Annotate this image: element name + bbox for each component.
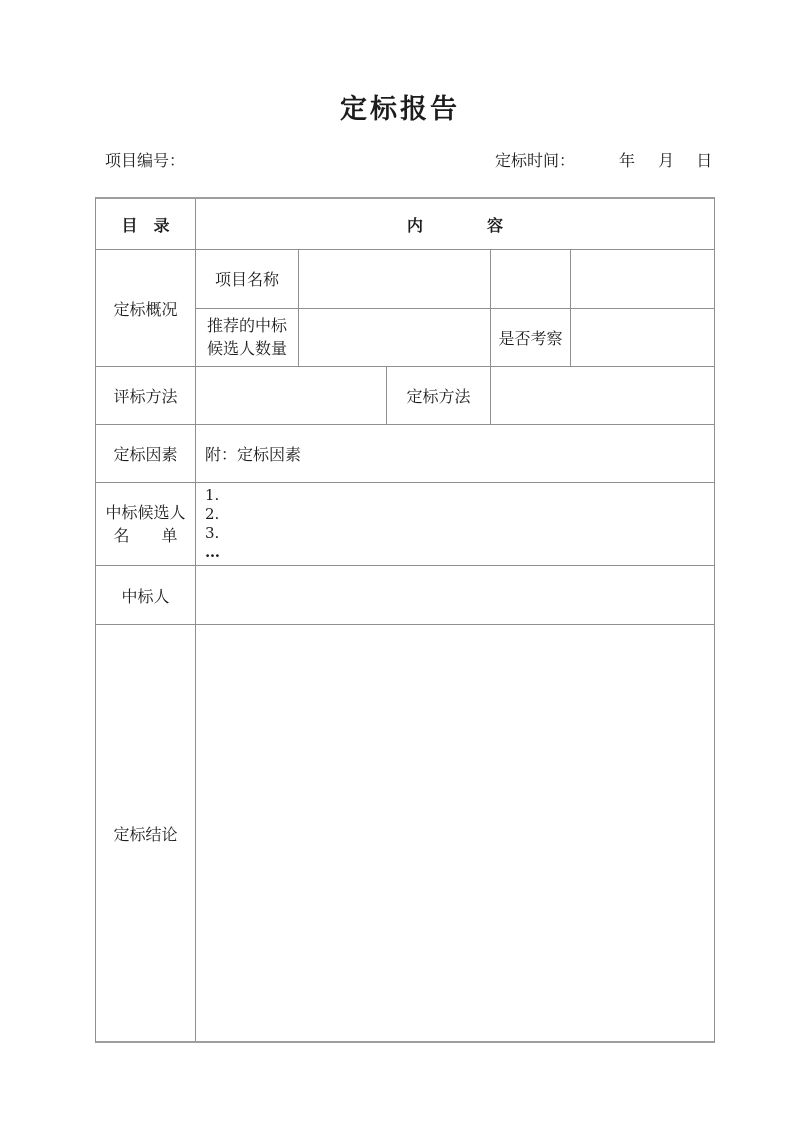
inspect-value-cell[interactable] xyxy=(571,309,714,367)
project-name-label: 项目名称 xyxy=(196,250,299,308)
conclusion-value-cell[interactable] xyxy=(196,625,714,1041)
candidate-count-label-line1: 推荐的中标 xyxy=(206,316,287,336)
candidates-label-line1: 中标候选人 xyxy=(105,502,186,522)
decision-factors-label: 定标因素 xyxy=(96,425,196,482)
project-number-label: 项目编号： xyxy=(105,151,186,170)
table-header-row xyxy=(96,199,714,250)
inspect-label: 是否考察 xyxy=(491,309,571,367)
project-name-subrow xyxy=(196,250,714,309)
candidates-list-cell[interactable] xyxy=(196,483,714,565)
decision-method-label: 定标方法 xyxy=(387,367,491,424)
overview-extra-cell-2[interactable] xyxy=(571,250,714,308)
candidate-item-3: 3. xyxy=(205,524,220,542)
overview-extra-cell-1[interactable] xyxy=(491,250,571,308)
conclusion-row xyxy=(96,625,714,1041)
overview-label: 定标概况 xyxy=(96,250,196,366)
evaluation-method-row xyxy=(96,367,714,425)
decision-factors-content: 附：定标因素 xyxy=(205,445,302,464)
evaluation-method-value-cell[interactable] xyxy=(196,367,387,424)
meta-row xyxy=(95,148,715,170)
candidates-label-line2: 名 单 xyxy=(113,526,178,545)
winner-row xyxy=(96,566,714,625)
candidate-item-2: 2. xyxy=(205,505,220,523)
header-content: 内 容 xyxy=(406,215,503,235)
decision-time-label: 定标时间： xyxy=(495,151,576,170)
candidates-label xyxy=(96,483,196,565)
decision-factors-row xyxy=(96,425,714,483)
day-label: 日 xyxy=(696,151,713,170)
month-label: 月 xyxy=(658,151,675,170)
evaluation-method-label: 评标方法 xyxy=(96,367,196,424)
candidate-count-label-line2: 候选人数量 xyxy=(206,339,287,359)
header-catalog: 目 录 xyxy=(96,199,196,249)
candidate-count-value-cell[interactable] xyxy=(299,309,491,367)
page-title: 定标报告 xyxy=(340,94,460,125)
conclusion-label: 定标结论 xyxy=(96,625,196,1041)
candidate-item-ellipsis: … xyxy=(205,543,221,561)
winner-label: 中标人 xyxy=(96,566,196,624)
candidate-count-label xyxy=(196,309,299,367)
winner-value-cell[interactable] xyxy=(196,566,714,624)
year-label: 年 xyxy=(619,151,636,170)
overview-row xyxy=(96,250,714,367)
candidates-row xyxy=(96,483,714,566)
candidate-count-subrow xyxy=(196,309,714,367)
overview-subgrid xyxy=(196,250,714,366)
candidate-item-1: 1. xyxy=(205,486,220,504)
decision-method-value-cell[interactable] xyxy=(491,367,714,424)
project-name-value-cell[interactable] xyxy=(299,250,491,308)
decision-date xyxy=(619,148,712,171)
report-form-table xyxy=(95,197,715,1043)
